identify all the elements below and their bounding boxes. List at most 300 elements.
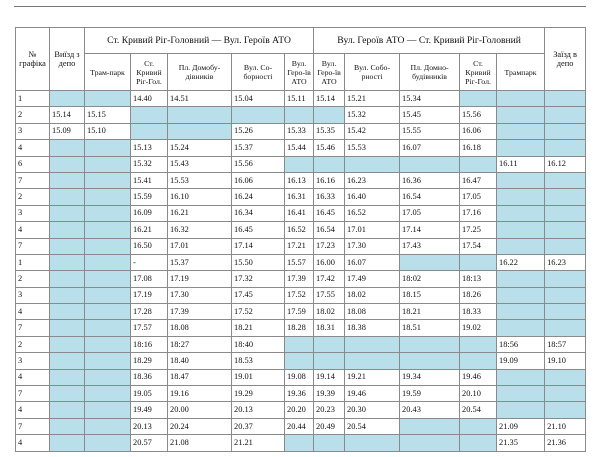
table-cell [85, 287, 131, 303]
header-d2-kryvyi-rih: Ст. Кривий Ріг-Гол. [460, 54, 497, 91]
table-cell [497, 369, 545, 385]
table-cell [400, 353, 460, 369]
table-cell: 16.18 [460, 140, 497, 156]
table-cell [50, 435, 85, 451]
table-cell [345, 353, 400, 369]
table-cell [50, 172, 85, 188]
table-cell [50, 336, 85, 352]
table-cell: 17.14 [400, 222, 460, 238]
table-cell: 19.08 [285, 369, 314, 385]
table-cell: 16.06 [460, 123, 497, 139]
table-cell: 7 [16, 386, 50, 402]
table-cell [545, 222, 586, 238]
table-cell: 15.04 [232, 91, 285, 107]
table-cell [345, 156, 400, 172]
table-cell [460, 254, 497, 270]
header-d1-kryvyi-rih: Ст. Кривий Ріг-Гол. [131, 54, 168, 91]
table-cell: 16.34 [232, 205, 285, 221]
table-cell [285, 107, 314, 123]
table-cell [545, 320, 586, 336]
table-cell: 19.49 [131, 402, 168, 418]
table-cell: 19.14 [314, 369, 345, 385]
table-cell [85, 254, 131, 270]
table-cell [85, 418, 131, 434]
table-row [16, 172, 586, 188]
table-cell: 17.43 [400, 238, 460, 254]
table-cell: 16.21 [168, 205, 232, 221]
table-cell [85, 189, 131, 205]
table-row [16, 254, 586, 270]
table-cell [50, 353, 85, 369]
table-cell [85, 91, 131, 107]
table-cell: 7 [16, 320, 50, 336]
table-cell: 15.43 [168, 156, 232, 172]
table-cell: 16.24 [232, 189, 285, 205]
header-grafik: № графіка [16, 28, 50, 91]
table-cell: 4 [16, 369, 50, 385]
table-cell [232, 107, 285, 123]
table-cell: 15.44 [285, 140, 314, 156]
table-cell: 20.54 [460, 402, 497, 418]
table-cell: 20.54 [345, 418, 400, 434]
table-cell: 16.11 [497, 156, 545, 172]
table-cell: 18.08 [345, 304, 400, 320]
table-cell [85, 140, 131, 156]
table-cell [85, 320, 131, 336]
table-cell: 20.23 [314, 402, 345, 418]
table-cell: 18:40 [232, 336, 285, 352]
table-cell: 21.36 [545, 435, 586, 451]
table-cell: 20.20 [285, 402, 314, 418]
table-cell: 20.37 [232, 418, 285, 434]
header-direction-1: Ст. Кривий Ріг-Головний — Вул. Героїв АТО [85, 28, 314, 54]
table-cell: 15.24 [168, 140, 232, 156]
table-cell: 18.21 [400, 304, 460, 320]
table-cell: 4 [16, 140, 50, 156]
table-cell: 18.29 [131, 353, 168, 369]
table-cell: 17.19 [131, 287, 168, 303]
table-cell: 18.33 [460, 304, 497, 320]
header-vyizd: Виїзд з депо [50, 28, 85, 91]
table-row [16, 91, 586, 107]
table-cell [460, 156, 497, 172]
table-cell [50, 238, 85, 254]
table-cell [497, 140, 545, 156]
table-cell [545, 402, 586, 418]
table-cell [400, 418, 460, 434]
table-cell [497, 123, 545, 139]
table-cell: 20.24 [168, 418, 232, 434]
table-cell [85, 271, 131, 287]
table-cell: 16.54 [314, 222, 345, 238]
table-cell [545, 123, 586, 139]
table-cell: 15.15 [85, 107, 131, 123]
table-row [16, 287, 586, 303]
table-cell: 15.59 [131, 189, 168, 205]
table-cell: 3 [16, 287, 50, 303]
table-cell [545, 386, 586, 402]
table-cell: 15.09 [50, 123, 85, 139]
table-cell [131, 123, 168, 139]
table-cell: 3 [16, 205, 50, 221]
table-cell: 19.10 [545, 353, 586, 369]
table-cell: 15.57 [285, 254, 314, 270]
table-cell: 3 [16, 123, 50, 139]
table-cell: 16.31 [285, 189, 314, 205]
table-cell: 19.16 [168, 386, 232, 402]
table-cell [497, 304, 545, 320]
table-cell [50, 402, 85, 418]
table-cell: 4 [16, 222, 50, 238]
table-cell [545, 172, 586, 188]
header-zaizd: Заїзд в депо [545, 28, 586, 91]
table-cell: 18.15 [400, 287, 460, 303]
table-cell [545, 369, 586, 385]
table-cell: 20.10 [460, 386, 497, 402]
table-cell: 21.35 [497, 435, 545, 451]
table-cell: 16.54 [400, 189, 460, 205]
table-cell: 4 [16, 304, 50, 320]
table-cell [314, 353, 345, 369]
table-cell: 17.42 [314, 271, 345, 287]
table-cell: 20.49 [314, 418, 345, 434]
table-cell: 16.36 [400, 172, 460, 188]
table-cell [85, 336, 131, 352]
table-cell: 16.16 [314, 172, 345, 188]
table-row [16, 123, 586, 139]
table-cell: 19.21 [345, 369, 400, 385]
table-cell: 20.57 [131, 435, 168, 451]
table-cell: 18.53 [232, 353, 285, 369]
table-cell [497, 287, 545, 303]
table-cell: 16.12 [545, 156, 586, 172]
table-cell [50, 369, 85, 385]
table-cell: 15.14 [50, 107, 85, 123]
table-cell: 19.34 [400, 369, 460, 385]
table-cell [285, 353, 314, 369]
table-cell [314, 435, 345, 451]
table-cell [497, 222, 545, 238]
table-cell: 16.45 [314, 205, 345, 221]
table-cell: 18.21 [232, 320, 285, 336]
table-cell: 14.40 [131, 91, 168, 107]
table-cell: 1 [16, 91, 50, 107]
table-cell [50, 91, 85, 107]
table-cell: 6 [16, 156, 50, 172]
table-cell [50, 386, 85, 402]
table-cell: 18:57 [545, 336, 586, 352]
table-row [16, 222, 586, 238]
table-row [16, 189, 586, 205]
table-cell: 18.47 [168, 369, 232, 385]
table-cell [168, 107, 232, 123]
header-d2-heroiv-ato: Вул. Геро-їв АТО [314, 54, 345, 91]
table-cell: 20.30 [345, 402, 400, 418]
table-row [16, 369, 586, 385]
table-cell: 4 [16, 435, 50, 451]
table-cell: 17.30 [168, 287, 232, 303]
table-cell: 15.21 [345, 91, 400, 107]
table-cell: 20.13 [131, 418, 168, 434]
table-cell: 16.10 [168, 189, 232, 205]
table-cell: 19.46 [460, 369, 497, 385]
table-row [16, 418, 586, 434]
table-cell: 16.23 [545, 254, 586, 270]
table-cell: 17.59 [285, 304, 314, 320]
table-cell: 17.21 [285, 238, 314, 254]
table-cell: 19.09 [497, 353, 545, 369]
table-cell [131, 107, 168, 123]
schedule-table [15, 27, 586, 452]
table-cell: 17.14 [232, 238, 285, 254]
table-cell [497, 91, 545, 107]
table-cell [85, 435, 131, 451]
table-cell: 15.11 [285, 91, 314, 107]
table-cell: 17.28 [131, 304, 168, 320]
table-cell: 15.55 [400, 123, 460, 139]
table-cell [50, 189, 85, 205]
table-cell: 15.35 [314, 123, 345, 139]
table-cell [400, 336, 460, 352]
table-cell: 21.08 [168, 435, 232, 451]
table-cell: 16.47 [460, 172, 497, 188]
table-cell [50, 287, 85, 303]
table-cell: 16.07 [345, 254, 400, 270]
table-cell: 17.05 [460, 189, 497, 205]
table-cell [85, 156, 131, 172]
table-cell: 16.06 [232, 172, 285, 188]
table-cell [497, 107, 545, 123]
table-cell: 18.36 [131, 369, 168, 385]
table-cell [497, 271, 545, 287]
table-cell: 15.46 [314, 140, 345, 156]
header-d2-domnobudivnykiv: Пл. Домно-будівників [400, 54, 460, 91]
table-row [16, 386, 586, 402]
table-cell [545, 189, 586, 205]
table-cell [545, 238, 586, 254]
table-cell: 16.00 [314, 254, 345, 270]
table-cell: 18.40 [168, 353, 232, 369]
table-row [16, 402, 586, 418]
table-row [16, 271, 586, 287]
table-cell [85, 304, 131, 320]
table-cell [85, 402, 131, 418]
table-cell [497, 320, 545, 336]
table-cell: 15.32 [345, 107, 400, 123]
table-cell: 15.41 [131, 172, 168, 188]
table-cell: 19.02 [460, 320, 497, 336]
table-cell: 16.22 [497, 254, 545, 270]
header-direction-2: Вул. Героїв АТО — Ст. Кривий Ріг-Головний [314, 28, 545, 54]
table-cell [497, 189, 545, 205]
table-cell: 16.33 [314, 189, 345, 205]
table-cell [497, 402, 545, 418]
table-cell: 18.02 [345, 287, 400, 303]
table-cell: 19.46 [345, 386, 400, 402]
table-cell: 17.32 [232, 271, 285, 287]
table-cell: 15.53 [168, 172, 232, 188]
table-row [16, 320, 586, 336]
table-cell: 17.30 [345, 238, 400, 254]
header-d1-heroiv-ato: Вул. Геро-їв АТО [285, 54, 314, 91]
table-cell [50, 140, 85, 156]
table-cell [168, 123, 232, 139]
table-cell: 15.37 [232, 140, 285, 156]
table-cell [460, 91, 497, 107]
table-cell [460, 418, 497, 434]
table-row [16, 336, 586, 352]
table-cell: 18:56 [497, 336, 545, 352]
table-cell: 7 [16, 172, 50, 188]
table-cell: 16.23 [345, 172, 400, 188]
table-cell: 20.44 [285, 418, 314, 434]
table-cell: 18:27 [168, 336, 232, 352]
table-row [16, 353, 586, 369]
table-cell: 2 [16, 271, 50, 287]
table-cell: 17.01 [345, 222, 400, 238]
table-cell [285, 336, 314, 352]
table-cell: 16.40 [345, 189, 400, 205]
table-cell [345, 435, 400, 451]
table-cell [497, 205, 545, 221]
table-row [16, 140, 586, 156]
table-cell [285, 156, 314, 172]
table-cell: 18.08 [168, 320, 232, 336]
table-cell: 15.13 [131, 140, 168, 156]
table-cell: 17.23 [314, 238, 345, 254]
table-cell: 15.14 [314, 91, 345, 107]
table-cell [50, 205, 85, 221]
header-d1-trampark: Трам-парк [85, 54, 131, 91]
table-cell [85, 353, 131, 369]
table-cell [400, 156, 460, 172]
table-cell: 17.16 [460, 205, 497, 221]
table-cell: 19.36 [285, 386, 314, 402]
table-cell: 17.45 [232, 287, 285, 303]
table-cell [85, 172, 131, 188]
table-cell [85, 205, 131, 221]
table-cell: 15.42 [345, 123, 400, 139]
table-cell: 15.45 [400, 107, 460, 123]
table-cell: 20.13 [232, 402, 285, 418]
table-cell: 2 [16, 107, 50, 123]
table-cell: 15.26 [232, 123, 285, 139]
top-rule [14, 6, 586, 7]
table-cell [545, 107, 586, 123]
table-cell: 17.08 [131, 271, 168, 287]
table-cell: 19.29 [232, 386, 285, 402]
table-cell [345, 336, 400, 352]
table-cell [50, 156, 85, 172]
table-cell [50, 320, 85, 336]
table-cell: 16.50 [131, 238, 168, 254]
table-cell [400, 254, 460, 270]
table-cell: 18.51 [400, 320, 460, 336]
table-cell: 16.41 [285, 205, 314, 221]
table-cell: 2 [16, 189, 50, 205]
table-cell: 2 [16, 336, 50, 352]
table-cell: 19.59 [400, 386, 460, 402]
table-cell: 3 [16, 353, 50, 369]
header-d2-trampark: Трампарк [497, 54, 545, 91]
table-row [16, 156, 586, 172]
table-cell: - [131, 254, 168, 270]
table-cell: 15.34 [400, 91, 460, 107]
table-cell: 19.39 [314, 386, 345, 402]
table-cell [85, 369, 131, 385]
table-cell: 7 [16, 238, 50, 254]
table-cell: 17.54 [460, 238, 497, 254]
table-cell: 15.50 [232, 254, 285, 270]
table-cell: 4 [16, 402, 50, 418]
table-cell [50, 222, 85, 238]
table-cell [400, 435, 460, 451]
table-cell: 16.52 [345, 205, 400, 221]
table-cell: 20.43 [400, 402, 460, 418]
table-cell: 19.05 [131, 386, 168, 402]
table-cell [497, 172, 545, 188]
table-cell [545, 304, 586, 320]
table-cell: 20.00 [168, 402, 232, 418]
header-d1-sobornosti: Вул. Со-борності [232, 54, 285, 91]
table-cell: 17.52 [285, 287, 314, 303]
table-cell [50, 271, 85, 287]
table-cell [460, 336, 497, 352]
table-cell: 16.32 [168, 222, 232, 238]
table-cell [314, 107, 345, 123]
table-row [16, 205, 586, 221]
table-cell: 16.13 [285, 172, 314, 188]
table-cell: 17.05 [400, 205, 460, 221]
table-cell: 15.53 [345, 140, 400, 156]
table-cell: 15.32 [131, 156, 168, 172]
table-cell: 16.21 [131, 222, 168, 238]
table-row [16, 107, 586, 123]
table-cell [460, 353, 497, 369]
table-cell [50, 254, 85, 270]
table-cell [545, 91, 586, 107]
table-cell [460, 435, 497, 451]
table-cell: 15.56 [232, 156, 285, 172]
table-cell: 7 [16, 418, 50, 434]
table-cell: 15.10 [85, 123, 131, 139]
table-cell: 18.26 [460, 287, 497, 303]
header-d2-sobornosti: Вул. Собо-рності [345, 54, 400, 91]
table-cell: 17.01 [168, 238, 232, 254]
table-cell: 17.39 [285, 271, 314, 287]
table-row [16, 238, 586, 254]
table-cell: 16.45 [232, 222, 285, 238]
table-cell [545, 140, 586, 156]
table-cell [314, 156, 345, 172]
table-cell [285, 435, 314, 451]
table-cell: 15.37 [168, 254, 232, 270]
table-cell: 17.55 [314, 287, 345, 303]
table-cell: 18:16 [131, 336, 168, 352]
table-cell: 18:02 [400, 271, 460, 287]
table-cell [50, 418, 85, 434]
table-cell: 17.52 [232, 304, 285, 320]
table-cell [545, 287, 586, 303]
table-cell: 15.33 [285, 123, 314, 139]
table-cell [85, 222, 131, 238]
table-cell: 18.02 [314, 304, 345, 320]
table-cell: 16.07 [400, 140, 460, 156]
table-cell: 17.49 [345, 271, 400, 287]
table-cell: 15.56 [460, 107, 497, 123]
table-cell: 18.31 [314, 320, 345, 336]
table-cell: 19.01 [232, 369, 285, 385]
